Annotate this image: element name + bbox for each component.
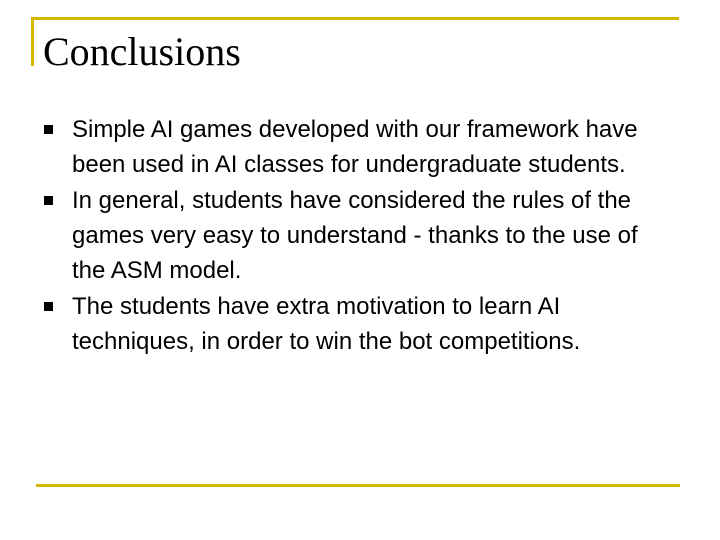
bullet-item (0, 183, 662, 288)
footer-rule (36, 484, 680, 487)
bullet-text: In general, students have considered the rules of the games very easy to understand - thanks to the use of the ASM model. (72, 187, 638, 284)
bullet-item (0, 289, 662, 359)
bullet-text: Simple AI games developed with our framework have been used in AI classes for undergraduate students. (72, 116, 638, 178)
title-left-rule (31, 17, 34, 66)
bullet-list (0, 112, 720, 360)
slide-title: Conclusions (43, 29, 241, 74)
square-bullet-icon (44, 125, 53, 134)
square-bullet-icon (44, 196, 53, 205)
bullet-item (0, 112, 662, 182)
bullet-text: The students have extra motivation to learn AI techniques, in order to win the bot competitions. (72, 293, 581, 355)
square-bullet-icon (44, 302, 53, 311)
title-top-rule (31, 17, 679, 20)
